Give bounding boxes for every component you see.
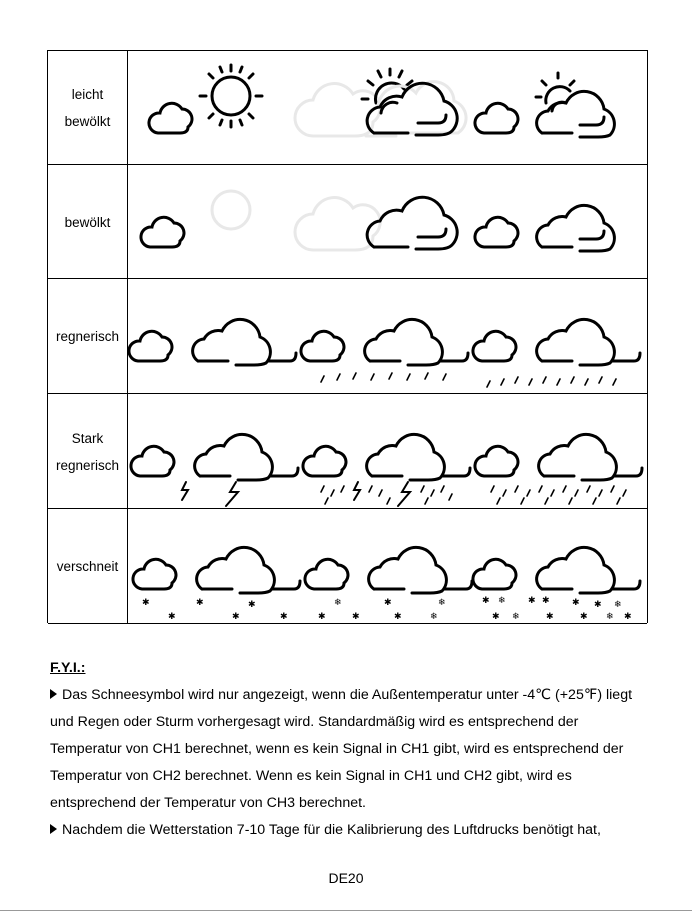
svg-text:✱: ✱ — [542, 596, 550, 606]
svg-text:✱: ✱ — [248, 600, 256, 610]
label-cell — [48, 509, 128, 623]
icon-area — [128, 165, 647, 279]
svg-text:✱: ✱ — [482, 596, 490, 606]
cloud-small-icon — [149, 103, 192, 133]
svg-text:✱: ✱ — [580, 612, 588, 622]
fyi-paragraph-1-text: Das Schneesymbol wird nur angezeigt, wenn die Außentemperatur unter -4℃ (+25℉) liegt und Regen oder Sturm vorhergesagt wird. Standardmäßig wird es entsprechend der Temperatur von CH1 berechnet, wenn es kein Signal in CH1 gibt, wird es entsprechend der Temperatur von CH2 berechnet. Wenn es kein Signal in CH1 und CH2 gibt, wird es entsprechend der Temperatur von CH3 berechnet. — [50, 687, 633, 811]
cloud-large-icon — [367, 434, 470, 480]
bottom-rule — [0, 910, 692, 911]
cloud-large-icon — [197, 547, 300, 593]
row-snowy — [48, 508, 647, 624]
cloud-small-icon — [303, 446, 346, 476]
svg-text:✱: ✱ — [280, 612, 288, 622]
svg-text:✱: ✱ — [528, 596, 536, 606]
icon-area — [128, 509, 647, 623]
svg-text:❄: ❄ — [498, 596, 506, 606]
fyi-paragraph — [50, 817, 650, 844]
cloud-small-icon — [475, 446, 518, 476]
row-heavy-rain — [48, 393, 647, 509]
svg-text:✱: ✱ — [492, 612, 500, 622]
svg-text:✱: ✱ — [572, 598, 580, 608]
row-rainy — [48, 278, 647, 394]
row-label-line: regnerisch — [55, 457, 120, 473]
row-label-line: Stark — [71, 430, 104, 446]
bullet-triangle-icon — [50, 689, 57, 699]
cloud-large-icon — [537, 91, 615, 137]
lightning-icon — [354, 482, 410, 506]
svg-text:✱: ✱ — [384, 598, 392, 608]
svg-text:✱: ✱ — [318, 612, 326, 622]
svg-text:✱: ✱ — [142, 598, 150, 608]
fyi-paragraph — [50, 682, 650, 817]
svg-text:❄: ❄ — [334, 598, 342, 608]
svg-text:❄: ❄ — [606, 612, 614, 622]
row-label-line: regnerisch — [55, 329, 120, 344]
cloud-large-icon — [195, 434, 298, 480]
cloud-large-icon — [193, 319, 296, 365]
row-label-line: verschneit — [56, 558, 119, 574]
icon-area — [128, 51, 647, 165]
heavy-rain-icon — [321, 486, 452, 504]
row-label-line: bewölkt — [64, 114, 111, 129]
label-cell — [48, 279, 128, 394]
heavy-rain-icon — [491, 486, 626, 504]
cloud-small-icon — [473, 559, 516, 589]
svg-text:❄: ❄ — [512, 612, 520, 622]
cloud-large-icon — [537, 319, 640, 365]
fyi-paragraph-2-text: Nachdem die Wetterstation 7-10 Tage für die Kalibrierung des Luftdrucks benötigt hat, — [62, 822, 601, 838]
svg-text:❄: ❄ — [614, 600, 622, 610]
cloud-small-icon — [141, 217, 184, 247]
snowflake-icon — [318, 598, 446, 622]
cloud-large-icon — [365, 319, 468, 365]
svg-text:✱: ✱ — [594, 600, 602, 610]
svg-text:✱: ✱ — [232, 612, 240, 622]
cloud-large-icon — [537, 547, 640, 593]
cloud-small-icon — [475, 103, 518, 133]
cloud-small-icon — [305, 559, 348, 589]
svg-text:✱: ✱ — [168, 612, 176, 622]
bullet-triangle-icon — [50, 824, 57, 834]
rain-icon — [487, 377, 616, 387]
row-partly-cloudy — [48, 50, 647, 165]
cloud-small-icon — [301, 331, 344, 361]
row-label-line: bewölkt — [64, 214, 111, 230]
row-cloudy — [48, 164, 647, 279]
svg-text:✱: ✱ — [352, 612, 360, 622]
label-cell — [48, 165, 128, 279]
cloud-small-icon — [475, 217, 518, 247]
cloud-large-icon — [369, 547, 472, 593]
icon-area — [128, 394, 647, 509]
snowflake-icon — [482, 596, 632, 622]
cloud-small-icon — [131, 446, 174, 476]
svg-text:✱: ✱ — [394, 612, 402, 622]
svg-text:✱: ✱ — [624, 612, 632, 622]
cloud-large-icon — [537, 205, 615, 251]
svg-text:✱: ✱ — [546, 612, 554, 622]
svg-text:❄: ❄ — [430, 612, 438, 622]
page-number: DE20 — [328, 870, 364, 886]
cloud-large-icon — [539, 434, 642, 480]
weather-icon-table — [47, 50, 648, 623]
icon-area — [128, 279, 647, 394]
row-label-line: leicht — [71, 87, 104, 102]
svg-text:✱: ✱ — [196, 598, 204, 608]
fyi-section — [50, 655, 650, 844]
sun-icon — [200, 65, 262, 127]
label-cell — [48, 394, 128, 509]
cloud-small-icon — [133, 559, 176, 589]
rain-icon — [321, 373, 446, 382]
fyi-title: F.Y.I.: — [50, 660, 86, 676]
cloud-small-icon — [473, 331, 516, 361]
label-cell — [48, 51, 128, 165]
cloud-small-icon — [129, 331, 172, 361]
snowflake-icon — [142, 598, 288, 622]
svg-text:❄: ❄ — [438, 598, 446, 608]
lightning-icon — [182, 482, 238, 506]
